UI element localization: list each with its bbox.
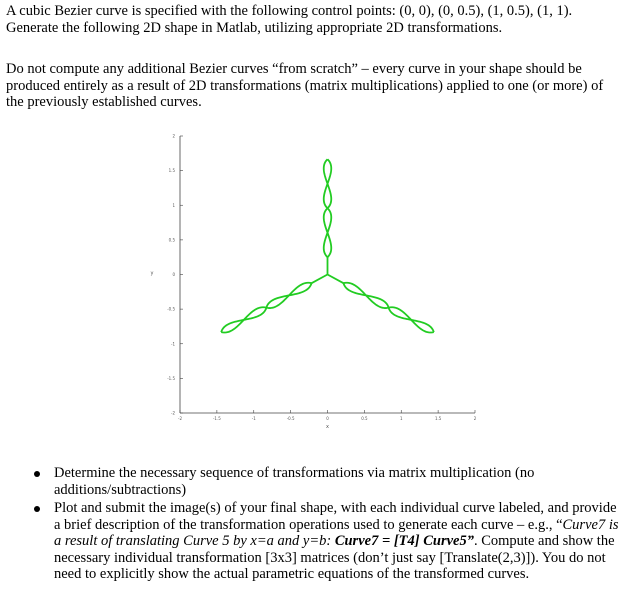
problem-statement: A cubic Bezier curve is specified with the following control points: (0, 0), (0, 0.5), (1, 0.5), (1, 1). Generate the following 2D shape in Matlab, utilizing appropriate 2D transformations.: [6, 3, 573, 36]
x-tick-label: 0.5: [361, 416, 368, 421]
instruction-outro: . Compute and show the necessary individual transformation [3x3] matrices (don’t just say [Translate(2,3)]). You do not need to explicitly show the actual parametric equations of the transformed curves.: [54, 533, 615, 582]
bezier-curve: [324, 159, 332, 208]
y-tick-label: 1: [172, 202, 175, 208]
bezier-curve: [389, 308, 434, 332]
example-italic: Curve7 is a result of translating Curve 5 by x=a and y=b:: [54, 516, 619, 549]
instruction-list: [0, 465, 630, 585]
example-bold: Curve7 = [T4] Curve5”: [334, 533, 474, 549]
x-tick-label: -0.5: [286, 416, 295, 421]
bullet-icon: [34, 506, 40, 512]
x-tick-label: 2: [473, 416, 477, 421]
y-axis-label: y: [150, 270, 154, 277]
x-tick-label: 0: [326, 416, 329, 421]
bezier-curve: [324, 208, 332, 257]
y-tick-label: 2: [172, 133, 175, 139]
x-tick-label: -1.5: [212, 416, 221, 421]
bezier-curve: [312, 275, 328, 284]
instruction-item: [0, 500, 630, 583]
x-tick-label: -2: [178, 416, 182, 421]
instruction-text: Determine the necessary sequence of transformations via matrix multiplication (no additions/subtractions): [54, 465, 535, 498]
y-tick-label: 0.5: [168, 237, 175, 243]
curve-group: [221, 159, 434, 332]
y-tick-label: -1.5: [167, 375, 175, 381]
bezier-curve: [343, 283, 388, 307]
x-axis-label: x: [326, 424, 329, 430]
constraint-statement: Do not compute any additional Bezier curves “from scratch” – every curve in your shape should be produced entirely as a result of 2D transformations (matrix multiplications) applied to one (or more) of the previously established curves.: [6, 61, 604, 110]
x-tick-label: 1.5: [434, 416, 442, 421]
bezier-curve: [328, 275, 344, 284]
x-tick-label: 1: [399, 416, 403, 421]
bezier-curve: [266, 283, 311, 308]
trefoil-plot: [138, 128, 478, 450]
y-tick-label: -1: [171, 341, 175, 347]
y-tick-label: 1.5: [168, 168, 175, 174]
bezier-curve: [221, 307, 266, 332]
bullet-icon: [34, 471, 40, 477]
instruction-intro: Plot and submit the image(s) of your final shape, with each individual curve labeled, and provide a brief description of the transformation operations used to generate each curve – e.g., “: [54, 500, 617, 533]
y-tick-label: -0.5: [167, 306, 175, 312]
instruction-item: [0, 465, 630, 498]
x-tick-label: -1: [251, 416, 256, 421]
y-tick-label: 0: [172, 272, 175, 277]
y-tick-label: -2: [171, 410, 175, 416]
